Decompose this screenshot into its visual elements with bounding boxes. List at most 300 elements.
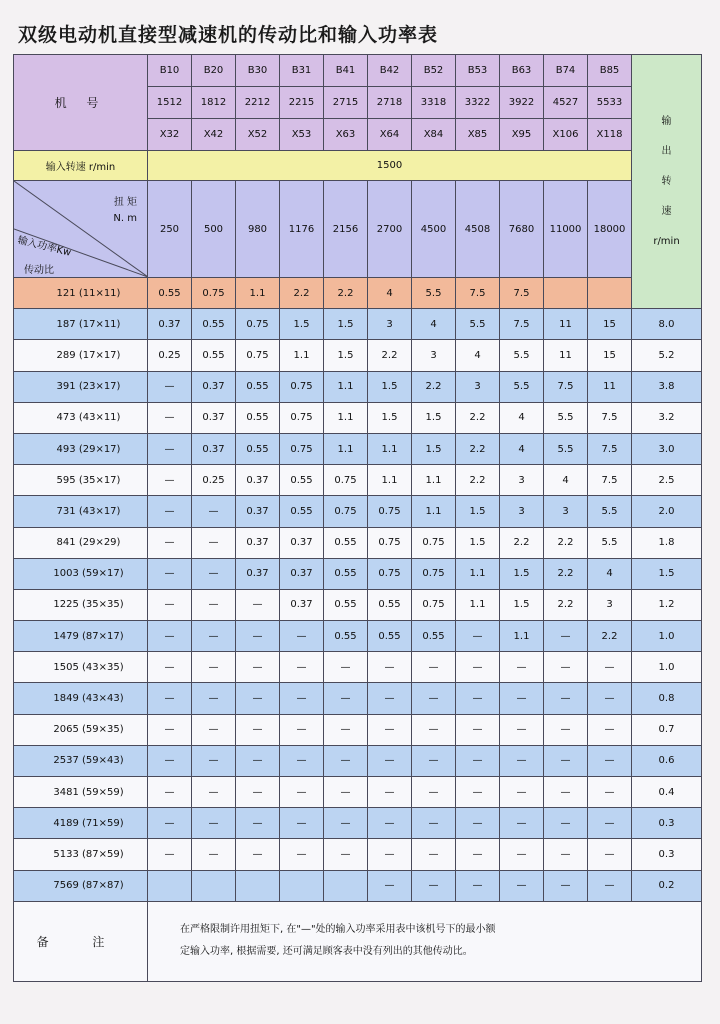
table-row (14, 340, 702, 371)
power-value-cell: 3 (412, 340, 456, 371)
torque-value: 2156 (324, 181, 368, 278)
torque-value: 18000 (588, 181, 632, 278)
table-row (14, 278, 702, 309)
power-value-cell: — (192, 652, 236, 683)
table-row (14, 621, 702, 652)
model-cell: X52 (236, 119, 280, 151)
power-value-cell: 0.37 (192, 402, 236, 433)
output-speed-header (632, 55, 702, 309)
ratio-cell: 289 (17×17) (14, 340, 148, 371)
power-value-cell: 1.5 (412, 433, 456, 464)
ratio-cell: 595 (35×17) (14, 465, 148, 496)
ratio-cell: 473 (43×11) (14, 402, 148, 433)
table-row (14, 745, 702, 776)
power-value-cell: — (148, 371, 192, 402)
power-value-cell: 1.5 (368, 402, 412, 433)
power-value-cell: — (192, 589, 236, 620)
power-value-cell: 1.1 (412, 496, 456, 527)
model-cell: B53 (456, 55, 500, 87)
ratio-cell: 187 (17×11) (14, 309, 148, 340)
table-row (14, 309, 702, 340)
power-value-cell: — (412, 714, 456, 745)
power-value-cell: — (588, 652, 632, 683)
power-value-cell: 0.55 (192, 309, 236, 340)
power-value-cell: — (412, 683, 456, 714)
power-value-cell: — (236, 714, 280, 745)
power-value-cell: 3 (368, 309, 412, 340)
power-value-cell: 1.5 (500, 558, 544, 589)
power-value-cell: 0.25 (192, 465, 236, 496)
power-value-cell: — (500, 777, 544, 808)
power-value-cell: 0.37 (280, 527, 324, 558)
power-value-cell: — (500, 745, 544, 776)
power-value-cell: — (544, 621, 588, 652)
torque-value: 980 (236, 181, 280, 278)
power-value-cell: 1.5 (324, 340, 368, 371)
power-value-cell: — (280, 745, 324, 776)
power-value-cell: 1.1 (368, 465, 412, 496)
power-value-cell: 11 (588, 371, 632, 402)
model-cell: X42 (192, 119, 236, 151)
ratio-cell: 1479 (87×17) (14, 621, 148, 652)
power-value-cell: 7.5 (500, 278, 544, 309)
power-value-cell: 2.2 (544, 558, 588, 589)
power-value-cell: 4 (588, 558, 632, 589)
power-value-cell: — (324, 683, 368, 714)
power-value-cell: 5.5 (588, 496, 632, 527)
table-row (14, 870, 702, 901)
power-value-cell: 0.55 (192, 340, 236, 371)
output-speed-cell: 1.0 (632, 652, 702, 683)
output-speed-cell: 3.8 (632, 371, 702, 402)
power-value-cell: — (544, 714, 588, 745)
output-speed-label-char: 输 (661, 115, 672, 127)
power-value-cell: 1.1 (456, 589, 500, 620)
power-value-cell: 15 (588, 309, 632, 340)
model-cell: B85 (588, 55, 632, 87)
power-value-cell: — (324, 745, 368, 776)
power-value-cell: — (236, 683, 280, 714)
power-value-cell: — (500, 714, 544, 745)
power-value-cell: 2.2 (456, 465, 500, 496)
power-value-cell: 0.37 (236, 527, 280, 558)
power-value-cell: — (236, 777, 280, 808)
table-row (14, 652, 702, 683)
power-value-cell: — (412, 652, 456, 683)
remark-text (148, 901, 702, 981)
power-value-cell: — (544, 745, 588, 776)
power-value-cell: — (148, 527, 192, 558)
power-value-cell: 0.75 (236, 340, 280, 371)
output-speed-label-char: 速 (661, 205, 672, 217)
power-value-cell: — (588, 870, 632, 901)
torque-unit: N. m (113, 213, 137, 224)
power-value-cell: — (148, 465, 192, 496)
power-value-cell: — (280, 777, 324, 808)
power-value-cell: 3 (588, 589, 632, 620)
model-cell: X32 (148, 119, 192, 151)
power-value-cell: 3 (500, 465, 544, 496)
power-value-cell: — (544, 683, 588, 714)
power-value-cell: 4 (412, 309, 456, 340)
power-value-cell: — (192, 683, 236, 714)
power-value-cell: 0.75 (192, 278, 236, 309)
ratio-cell: 121 (11×11) (14, 278, 148, 309)
torque-value: 4508 (456, 181, 500, 278)
power-value-cell: 0.37 (192, 371, 236, 402)
power-value-cell: — (236, 745, 280, 776)
model-cell: B42 (368, 55, 412, 87)
ratio-cell: 493 (29×17) (14, 433, 148, 464)
power-value-cell: 5.5 (500, 371, 544, 402)
power-value-cell: 0.75 (236, 309, 280, 340)
model-cell: X95 (500, 119, 544, 151)
remark-line-2: 定输入功率, 根据需要, 还可满足顾客表中没有列出的其他传动比。 (180, 946, 473, 958)
table-row (14, 808, 702, 839)
power-value-cell: — (148, 589, 192, 620)
power-value-cell: — (412, 870, 456, 901)
power-value-cell: — (192, 777, 236, 808)
model-cell: X84 (412, 119, 456, 151)
power-value-cell: 5.5 (500, 340, 544, 371)
power-value-cell: 7.5 (544, 371, 588, 402)
table-row (14, 496, 702, 527)
table-row (14, 527, 702, 558)
ratio-cell: 1505 (43×35) (14, 652, 148, 683)
power-value-cell: 3 (456, 371, 500, 402)
torque-value: 7680 (500, 181, 544, 278)
power-value-cell: 1.5 (456, 496, 500, 527)
table-row (14, 714, 702, 745)
table-row (14, 839, 702, 870)
torque-label: 扭 矩 (113, 197, 137, 208)
power-value-cell: 0.55 (412, 621, 456, 652)
power-value-cell: 0.75 (324, 496, 368, 527)
power-value-cell: — (456, 683, 500, 714)
power-value-cell: 7.5 (456, 278, 500, 309)
power-value-cell: — (368, 808, 412, 839)
power-value-cell: 0.55 (236, 402, 280, 433)
table-row (14, 465, 702, 496)
power-value-cell: — (588, 808, 632, 839)
torque-value: 250 (148, 181, 192, 278)
output-speed-cell: 1.5 (632, 558, 702, 589)
power-value-cell: 7.5 (588, 433, 632, 464)
power-value-cell: 5.5 (544, 433, 588, 464)
model-cell: 4527 (544, 87, 588, 119)
power-value-cell (588, 278, 632, 309)
power-value-cell: 0.75 (280, 433, 324, 464)
power-value-cell: 1.1 (456, 558, 500, 589)
power-value-cell: 0.55 (324, 589, 368, 620)
power-value-cell: 4 (500, 433, 544, 464)
table-row (14, 683, 702, 714)
power-value-cell: 7.5 (500, 309, 544, 340)
ratio-cell: 391 (23×17) (14, 371, 148, 402)
torque-value: 500 (192, 181, 236, 278)
power-value-cell: — (588, 683, 632, 714)
machine-number-label: 机 号 (14, 55, 148, 151)
model-cell: B74 (544, 55, 588, 87)
power-value-cell: 2.2 (412, 371, 456, 402)
output-speed-cell: 0.4 (632, 777, 702, 808)
ratio-cell: 731 (43×17) (14, 496, 148, 527)
power-value-cell: 2.2 (544, 527, 588, 558)
power-value-cell: — (192, 808, 236, 839)
input-power-label: 输入功率Kw (16, 234, 73, 259)
power-value-cell: 4 (500, 402, 544, 433)
power-value-cell: — (192, 558, 236, 589)
power-value-cell: 1.5 (456, 527, 500, 558)
power-value-cell: 0.25 (148, 340, 192, 371)
power-value-cell: — (236, 589, 280, 620)
model-cell: B31 (280, 55, 324, 87)
output-speed-cell: 0.3 (632, 808, 702, 839)
power-value-cell: — (500, 870, 544, 901)
power-value-cell: 0.55 (324, 621, 368, 652)
power-value-cell: — (280, 839, 324, 870)
output-speed-label-char: 转 (661, 175, 672, 187)
power-value-cell: 0.75 (412, 558, 456, 589)
power-value-cell: 1.1 (280, 340, 324, 371)
power-value-cell: — (456, 839, 500, 870)
remark-row (14, 901, 702, 981)
power-value-cell: — (412, 745, 456, 776)
power-value-cell: — (148, 496, 192, 527)
model-cell: X118 (588, 119, 632, 151)
power-value-cell: — (368, 714, 412, 745)
power-value-cell: — (236, 652, 280, 683)
power-value-cell: 1.5 (324, 309, 368, 340)
power-value-cell: — (280, 683, 324, 714)
power-value-cell: — (192, 839, 236, 870)
power-value-cell: 2.2 (456, 402, 500, 433)
model-cell: 3318 (412, 87, 456, 119)
power-value-cell: — (192, 496, 236, 527)
power-value-cell: — (544, 870, 588, 901)
power-value-cell: — (148, 714, 192, 745)
output-speed-cell: 2.0 (632, 496, 702, 527)
table-row (14, 371, 702, 402)
power-value-cell: — (324, 777, 368, 808)
power-value-cell: 0.75 (368, 527, 412, 558)
output-speed-cell: 0.7 (632, 714, 702, 745)
model-cell: B10 (148, 55, 192, 87)
model-cell: X63 (324, 119, 368, 151)
power-value-cell: 2.2 (544, 589, 588, 620)
power-value-cell (544, 278, 588, 309)
power-value-cell (148, 870, 192, 901)
power-value-cell: — (456, 652, 500, 683)
power-value-cell (236, 870, 280, 901)
power-value-cell: 0.55 (236, 371, 280, 402)
power-value-cell: 7.5 (588, 402, 632, 433)
power-value-cell: 0.75 (280, 371, 324, 402)
power-value-cell: — (148, 402, 192, 433)
power-value-cell: — (456, 870, 500, 901)
power-value-cell: 15 (588, 340, 632, 371)
power-value-cell: 0.75 (280, 402, 324, 433)
power-value-cell: — (324, 808, 368, 839)
torque-value: 4500 (412, 181, 456, 278)
power-value-cell: — (588, 777, 632, 808)
power-value-cell: — (236, 621, 280, 652)
power-value-cell: 0.55 (148, 278, 192, 309)
power-value-cell: 0.55 (280, 496, 324, 527)
power-value-cell: 0.37 (236, 465, 280, 496)
power-value-cell: 1.5 (368, 371, 412, 402)
power-value-cell: 0.75 (368, 496, 412, 527)
power-value-cell: 5.5 (412, 278, 456, 309)
power-value-cell: — (588, 714, 632, 745)
power-value-cell: 1.1 (324, 433, 368, 464)
power-value-cell: 4 (544, 465, 588, 496)
power-value-cell: 0.55 (324, 527, 368, 558)
power-value-cell: — (148, 433, 192, 464)
power-value-cell: — (456, 621, 500, 652)
output-speed-cell: 3.2 (632, 402, 702, 433)
output-speed-cell: 0.8 (632, 683, 702, 714)
power-value-cell (324, 870, 368, 901)
power-value-cell: — (148, 808, 192, 839)
input-speed-value: 1500 (148, 151, 632, 181)
power-value-cell: 0.75 (368, 558, 412, 589)
power-value-cell: — (588, 745, 632, 776)
power-value-cell: 1.5 (412, 402, 456, 433)
power-value-cell: 0.37 (236, 558, 280, 589)
output-speed-cell: 1.2 (632, 589, 702, 620)
power-value-cell: 2.2 (500, 527, 544, 558)
power-value-cell: 0.37 (148, 309, 192, 340)
model-cell: B52 (412, 55, 456, 87)
power-value-cell: 3 (544, 496, 588, 527)
model-cell: 2215 (280, 87, 324, 119)
power-value-cell: 1.1 (412, 465, 456, 496)
power-value-cell: 4 (368, 278, 412, 309)
model-cell: 3322 (456, 87, 500, 119)
power-value-cell: 0.37 (236, 496, 280, 527)
model-cell: 2718 (368, 87, 412, 119)
power-value-cell: — (192, 714, 236, 745)
power-value-cell: 0.75 (412, 589, 456, 620)
ratio-label: 传动比 (24, 265, 54, 276)
power-value-cell: 3 (500, 496, 544, 527)
power-value-cell: — (368, 652, 412, 683)
output-speed-label-char: 出 (661, 145, 672, 157)
power-value-cell: — (456, 808, 500, 839)
power-value-cell: — (148, 777, 192, 808)
ratio-cell: 1003 (59×17) (14, 558, 148, 589)
torque-value: 1176 (280, 181, 324, 278)
power-value-cell: 1.5 (500, 589, 544, 620)
ratio-cell: 841 (29×29) (14, 527, 148, 558)
model-cell: X64 (368, 119, 412, 151)
power-value-cell: — (544, 652, 588, 683)
power-value-cell: — (148, 621, 192, 652)
power-value-cell: 5.5 (588, 527, 632, 558)
torque-value: 11000 (544, 181, 588, 278)
power-value-cell: — (544, 808, 588, 839)
power-value-cell: — (280, 714, 324, 745)
power-value-cell: — (500, 683, 544, 714)
output-speed-cell: 2.5 (632, 465, 702, 496)
output-speed-cell: 1.8 (632, 527, 702, 558)
power-value-cell: 0.55 (236, 433, 280, 464)
power-value-cell: 0.55 (368, 621, 412, 652)
model-cell: 2715 (324, 87, 368, 119)
model-cell: B20 (192, 55, 236, 87)
power-value-cell: — (588, 839, 632, 870)
model-cell: 1812 (192, 87, 236, 119)
torque-value: 2700 (368, 181, 412, 278)
remark-label: 备 注 (14, 901, 148, 981)
model-cell: 5533 (588, 87, 632, 119)
model-cell: X53 (280, 119, 324, 151)
power-value-cell: 0.37 (280, 589, 324, 620)
ratio-cell: 3481 (59×59) (14, 777, 148, 808)
power-value-cell: — (148, 558, 192, 589)
input-speed-label: 输入转速 r/min (14, 151, 148, 181)
power-value-cell: 1.1 (324, 371, 368, 402)
output-speed-label-char: r/min (653, 235, 680, 247)
model-cell: X106 (544, 119, 588, 151)
ratio-cell: 7569 (87×87) (14, 870, 148, 901)
power-value-cell: — (412, 839, 456, 870)
output-speed-cell: 3.0 (632, 433, 702, 464)
power-value-cell: — (324, 714, 368, 745)
ratio-cell: 2065 (59×35) (14, 714, 148, 745)
output-speed-cell: 8.0 (632, 309, 702, 340)
power-value-cell: 0.75 (412, 527, 456, 558)
power-value-cell: 1.5 (280, 309, 324, 340)
output-speed-cell: 0.6 (632, 745, 702, 776)
power-value-cell: — (368, 839, 412, 870)
power-value-cell: — (456, 777, 500, 808)
power-value-cell: — (148, 745, 192, 776)
table-row (14, 589, 702, 620)
ratio-power-table (13, 54, 702, 982)
ratio-cell: 4189 (71×59) (14, 808, 148, 839)
output-speed-cell: 5.2 (632, 340, 702, 371)
power-value-cell: — (368, 745, 412, 776)
power-value-cell: 2.2 (324, 278, 368, 309)
power-value-cell: — (368, 870, 412, 901)
power-value-cell: 0.55 (280, 465, 324, 496)
ratio-cell: 1849 (43×43) (14, 683, 148, 714)
ratio-cell: 2537 (59×43) (14, 745, 148, 776)
power-value-cell: 0.55 (324, 558, 368, 589)
power-value-cell: — (544, 839, 588, 870)
page-title: 双级电动机直接型减速机的传动比和输入功率表 (18, 24, 439, 46)
model-cell: B30 (236, 55, 280, 87)
power-value-cell: 0.55 (368, 589, 412, 620)
ratio-cell: 5133 (87×59) (14, 839, 148, 870)
power-value-cell: — (148, 683, 192, 714)
power-value-cell: — (500, 808, 544, 839)
power-value-cell: 2.2 (456, 433, 500, 464)
power-value-cell: — (236, 839, 280, 870)
power-value-cell: — (280, 621, 324, 652)
power-value-cell: 7.5 (588, 465, 632, 496)
power-value-cell: — (324, 839, 368, 870)
model-cell: 3922 (500, 87, 544, 119)
power-value-cell: 2.2 (368, 340, 412, 371)
power-value-cell: 1.1 (236, 278, 280, 309)
power-value-cell: — (148, 839, 192, 870)
power-value-cell: — (192, 527, 236, 558)
model-cell: B41 (324, 55, 368, 87)
power-value-cell: 2.2 (588, 621, 632, 652)
